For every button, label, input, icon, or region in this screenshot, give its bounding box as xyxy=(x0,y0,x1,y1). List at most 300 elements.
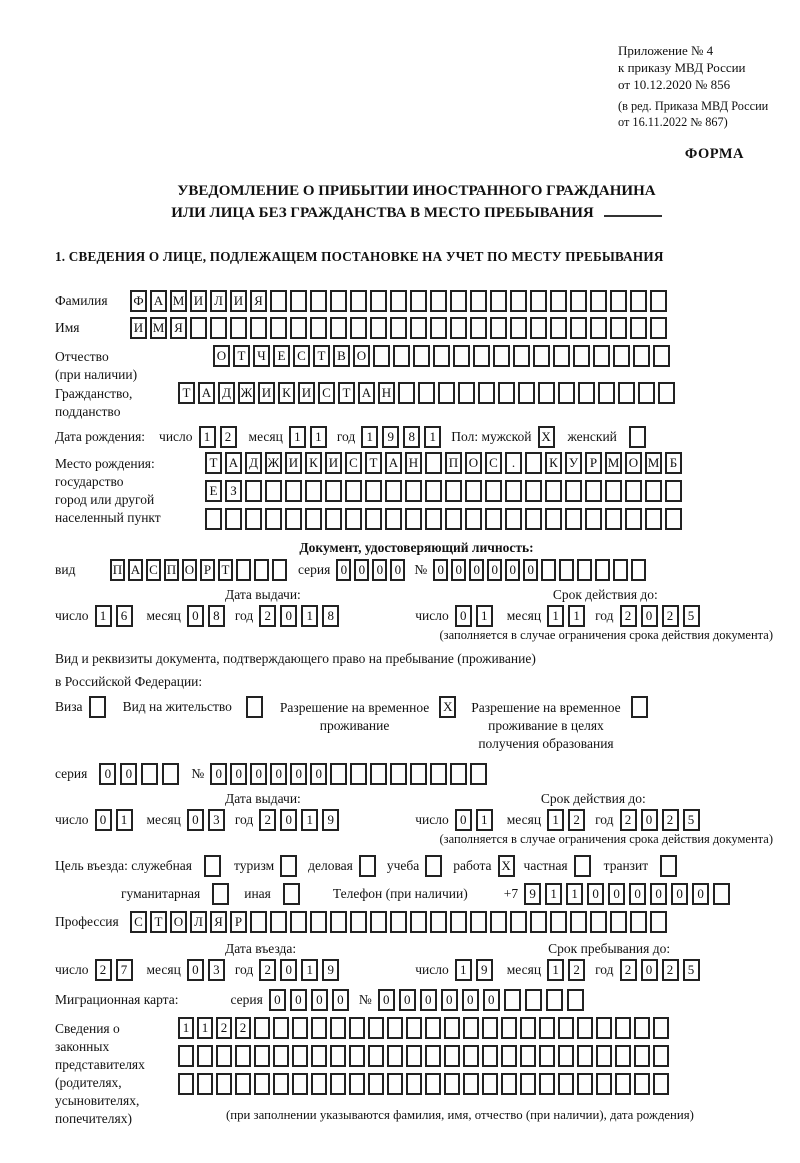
char-cell[interactable]: Д xyxy=(218,382,235,404)
doc-valid-year-cells[interactable] xyxy=(620,605,704,627)
char-cell[interactable] xyxy=(590,290,607,312)
char-cell[interactable]: 8 xyxy=(403,426,420,448)
char-cell[interactable]: 2 xyxy=(620,959,637,981)
char-cell[interactable] xyxy=(204,855,221,877)
char-cell[interactable] xyxy=(605,480,622,502)
char-cell[interactable] xyxy=(478,382,495,404)
sex-male-checkbox[interactable] xyxy=(538,426,558,448)
char-cell[interactable]: 0 xyxy=(290,989,307,1011)
char-cell[interactable] xyxy=(265,508,282,530)
char-cell[interactable] xyxy=(368,1017,384,1039)
char-cell[interactable]: 0 xyxy=(336,559,351,581)
char-cell[interactable]: И xyxy=(258,382,275,404)
char-cell[interactable] xyxy=(615,1045,631,1067)
char-cell[interactable] xyxy=(410,290,427,312)
char-cell[interactable]: 0 xyxy=(629,883,646,905)
char-cell[interactable] xyxy=(573,345,590,367)
char-cell[interactable]: 9 xyxy=(382,426,399,448)
phone-cells[interactable] xyxy=(524,883,734,905)
char-cell[interactable]: С xyxy=(146,559,161,581)
rvp-issue-day-cells[interactable] xyxy=(95,809,137,831)
char-cell[interactable] xyxy=(210,317,227,339)
char-cell[interactable] xyxy=(577,1073,593,1095)
char-cell[interactable]: 7 xyxy=(116,959,133,981)
char-cell[interactable] xyxy=(541,559,556,581)
char-cell[interactable] xyxy=(290,290,307,312)
char-cell[interactable] xyxy=(550,317,567,339)
char-cell[interactable]: 0 xyxy=(671,883,688,905)
char-cell[interactable]: 0 xyxy=(641,959,658,981)
char-cell[interactable] xyxy=(445,508,462,530)
char-cell[interactable] xyxy=(525,508,542,530)
char-cell[interactable]: 0 xyxy=(187,959,204,981)
char-cell[interactable] xyxy=(625,480,642,502)
temp-residence-checkbox[interactable] xyxy=(439,696,459,718)
char-cell[interactable] xyxy=(504,989,521,1011)
char-cell[interactable]: 2 xyxy=(662,959,679,981)
char-cell[interactable] xyxy=(444,1017,460,1039)
char-cell[interactable] xyxy=(713,883,730,905)
legal-reps-cells-row3[interactable] xyxy=(178,1073,694,1095)
char-cell[interactable]: М xyxy=(170,290,187,312)
char-cell[interactable] xyxy=(615,1017,631,1039)
char-cell[interactable]: З xyxy=(225,480,242,502)
char-cell[interactable] xyxy=(311,1017,327,1039)
char-cell[interactable] xyxy=(463,1045,479,1067)
char-cell[interactable] xyxy=(330,1045,346,1067)
char-cell[interactable] xyxy=(485,508,502,530)
char-cell[interactable]: 1 xyxy=(197,1017,213,1039)
char-cell[interactable] xyxy=(349,1073,365,1095)
char-cell[interactable] xyxy=(490,911,507,933)
char-cell[interactable]: 0 xyxy=(290,763,307,785)
char-cell[interactable] xyxy=(387,1017,403,1039)
char-cell[interactable] xyxy=(250,317,267,339)
char-cell[interactable] xyxy=(510,317,527,339)
char-cell[interactable]: 0 xyxy=(469,559,484,581)
char-cell[interactable] xyxy=(558,1045,574,1067)
char-cell[interactable]: 0 xyxy=(230,763,247,785)
char-cell[interactable] xyxy=(525,989,542,1011)
char-cell[interactable] xyxy=(498,382,515,404)
char-cell[interactable] xyxy=(482,1045,498,1067)
char-cell[interactable] xyxy=(350,911,367,933)
stay-month-cells[interactable] xyxy=(547,959,589,981)
char-cell[interactable] xyxy=(373,345,390,367)
char-cell[interactable]: 9 xyxy=(524,883,541,905)
char-cell[interactable] xyxy=(574,855,591,877)
char-cell[interactable] xyxy=(190,317,207,339)
char-cell[interactable]: 5 xyxy=(683,959,700,981)
char-cell[interactable] xyxy=(292,1017,308,1039)
char-cell[interactable] xyxy=(89,696,106,718)
char-cell[interactable]: 2 xyxy=(568,959,585,981)
char-cell[interactable]: 0 xyxy=(332,989,349,1011)
char-cell[interactable]: 1 xyxy=(289,426,306,448)
char-cell[interactable] xyxy=(525,480,542,502)
char-cell[interactable] xyxy=(330,763,347,785)
purpose-humanitarian-checkbox[interactable] xyxy=(212,883,232,905)
char-cell[interactable]: 0 xyxy=(641,605,658,627)
char-cell[interactable]: Л xyxy=(210,290,227,312)
char-cell[interactable] xyxy=(370,911,387,933)
char-cell[interactable] xyxy=(615,1073,631,1095)
char-cell[interactable]: С xyxy=(345,452,362,474)
char-cell[interactable]: 0 xyxy=(587,883,604,905)
char-cell[interactable]: И xyxy=(190,290,207,312)
char-cell[interactable]: 9 xyxy=(322,809,339,831)
char-cell[interactable] xyxy=(501,1045,517,1067)
char-cell[interactable]: 2 xyxy=(259,809,276,831)
char-cell[interactable] xyxy=(385,480,402,502)
char-cell[interactable]: 1 xyxy=(566,883,583,905)
char-cell[interactable] xyxy=(216,1045,232,1067)
char-cell[interactable] xyxy=(618,382,635,404)
doc-valid-day-cells[interactable] xyxy=(455,605,497,627)
char-cell[interactable]: 0 xyxy=(455,809,472,831)
char-cell[interactable] xyxy=(520,1017,536,1039)
rvp-valid-year-cells[interactable] xyxy=(620,809,704,831)
char-cell[interactable] xyxy=(162,763,179,785)
char-cell[interactable] xyxy=(485,480,502,502)
purpose-work-checkbox[interactable] xyxy=(498,855,518,877)
char-cell[interactable]: 1 xyxy=(547,959,564,981)
char-cell[interactable] xyxy=(345,480,362,502)
char-cell[interactable] xyxy=(650,911,667,933)
char-cell[interactable] xyxy=(559,559,574,581)
char-cell[interactable] xyxy=(630,911,647,933)
char-cell[interactable] xyxy=(405,480,422,502)
char-cell[interactable]: 2 xyxy=(220,426,237,448)
char-cell[interactable] xyxy=(450,911,467,933)
char-cell[interactable] xyxy=(518,382,535,404)
char-cell[interactable]: 1 xyxy=(424,426,441,448)
mc-number-cells[interactable] xyxy=(378,989,588,1011)
char-cell[interactable]: 0 xyxy=(399,989,416,1011)
char-cell[interactable] xyxy=(285,480,302,502)
doc-issue-month-cells[interactable] xyxy=(187,605,229,627)
visa-checkbox[interactable] xyxy=(89,696,109,718)
char-cell[interactable] xyxy=(539,1045,555,1067)
citizenship-cells[interactable] xyxy=(178,382,678,404)
char-cell[interactable] xyxy=(450,317,467,339)
char-cell[interactable]: 0 xyxy=(250,763,267,785)
rvp-number-cells[interactable] xyxy=(210,763,490,785)
entry-day-cells[interactable] xyxy=(95,959,137,981)
char-cell[interactable] xyxy=(245,508,262,530)
char-cell[interactable]: 0 xyxy=(311,989,328,1011)
char-cell[interactable] xyxy=(197,1073,213,1095)
char-cell[interactable] xyxy=(665,480,682,502)
char-cell[interactable]: 0 xyxy=(483,989,500,1011)
char-cell[interactable] xyxy=(330,1073,346,1095)
char-cell[interactable] xyxy=(390,911,407,933)
char-cell[interactable]: 2 xyxy=(235,1017,251,1039)
char-cell[interactable]: 0 xyxy=(187,809,204,831)
char-cell[interactable] xyxy=(510,911,527,933)
char-cell[interactable]: С xyxy=(293,345,310,367)
char-cell[interactable] xyxy=(539,1017,555,1039)
char-cell[interactable] xyxy=(330,911,347,933)
char-cell[interactable]: 5 xyxy=(683,809,700,831)
char-cell[interactable]: 2 xyxy=(216,1017,232,1039)
char-cell[interactable]: 0 xyxy=(210,763,227,785)
char-cell[interactable]: Н xyxy=(378,382,395,404)
char-cell[interactable] xyxy=(650,317,667,339)
char-cell[interactable] xyxy=(270,317,287,339)
entry-month-cells[interactable] xyxy=(187,959,229,981)
char-cell[interactable]: 0 xyxy=(354,559,369,581)
char-cell[interactable]: И xyxy=(230,290,247,312)
char-cell[interactable] xyxy=(577,1017,593,1039)
char-cell[interactable]: 1 xyxy=(178,1017,194,1039)
char-cell[interactable]: 0 xyxy=(270,763,287,785)
char-cell[interactable] xyxy=(490,290,507,312)
char-cell[interactable] xyxy=(450,290,467,312)
char-cell[interactable]: 8 xyxy=(322,605,339,627)
char-cell[interactable] xyxy=(410,763,427,785)
char-cell[interactable]: К xyxy=(545,452,562,474)
char-cell[interactable]: К xyxy=(278,382,295,404)
char-cell[interactable] xyxy=(398,382,415,404)
char-cell[interactable] xyxy=(305,480,322,502)
char-cell[interactable] xyxy=(272,559,287,581)
char-cell[interactable] xyxy=(387,1045,403,1067)
char-cell[interactable] xyxy=(613,559,628,581)
char-cell[interactable] xyxy=(658,382,675,404)
char-cell[interactable] xyxy=(450,763,467,785)
char-cell[interactable]: 1 xyxy=(199,426,216,448)
char-cell[interactable] xyxy=(473,345,490,367)
char-cell[interactable] xyxy=(385,508,402,530)
char-cell[interactable]: С xyxy=(130,911,147,933)
char-cell[interactable] xyxy=(533,345,550,367)
char-cell[interactable]: 2 xyxy=(662,605,679,627)
char-cell[interactable]: О xyxy=(353,345,370,367)
char-cell[interactable] xyxy=(585,480,602,502)
surname-cells[interactable] xyxy=(130,290,670,312)
char-cell[interactable]: Р xyxy=(230,911,247,933)
char-cell[interactable]: 0 xyxy=(451,559,466,581)
char-cell[interactable] xyxy=(390,763,407,785)
char-cell[interactable] xyxy=(365,480,382,502)
char-cell[interactable] xyxy=(653,1045,669,1067)
char-cell[interactable]: 0 xyxy=(505,559,520,581)
char-cell[interactable] xyxy=(465,480,482,502)
char-cell[interactable] xyxy=(410,911,427,933)
char-cell[interactable] xyxy=(418,382,435,404)
residence-permit-checkbox[interactable] xyxy=(246,696,266,718)
char-cell[interactable] xyxy=(565,508,582,530)
char-cell[interactable] xyxy=(425,1073,441,1095)
char-cell[interactable] xyxy=(660,855,677,877)
char-cell[interactable] xyxy=(530,290,547,312)
char-cell[interactable] xyxy=(598,382,615,404)
char-cell[interactable]: А xyxy=(128,559,143,581)
purpose-study-checkbox[interactable] xyxy=(425,855,445,877)
char-cell[interactable] xyxy=(590,911,607,933)
char-cell[interactable] xyxy=(501,1073,517,1095)
char-cell[interactable] xyxy=(578,382,595,404)
char-cell[interactable]: 0 xyxy=(650,883,667,905)
char-cell[interactable] xyxy=(558,1017,574,1039)
char-cell[interactable] xyxy=(330,317,347,339)
char-cell[interactable] xyxy=(570,290,587,312)
char-cell[interactable] xyxy=(458,382,475,404)
char-cell[interactable] xyxy=(430,317,447,339)
char-cell[interactable] xyxy=(463,1017,479,1039)
char-cell[interactable]: О xyxy=(182,559,197,581)
char-cell[interactable] xyxy=(246,696,263,718)
char-cell[interactable] xyxy=(425,855,442,877)
char-cell[interactable]: О xyxy=(625,452,642,474)
char-cell[interactable]: . xyxy=(505,452,522,474)
char-cell[interactable]: Р xyxy=(200,559,215,581)
char-cell[interactable] xyxy=(292,1073,308,1095)
char-cell[interactable]: Т xyxy=(365,452,382,474)
char-cell[interactable] xyxy=(350,763,367,785)
char-cell[interactable]: С xyxy=(318,382,335,404)
char-cell[interactable] xyxy=(350,317,367,339)
char-cell[interactable] xyxy=(596,1017,612,1039)
profession-cells[interactable] xyxy=(130,911,670,933)
char-cell[interactable]: 1 xyxy=(476,809,493,831)
char-cell[interactable]: Н xyxy=(405,452,422,474)
char-cell[interactable]: В xyxy=(333,345,350,367)
char-cell[interactable]: 6 xyxy=(116,605,133,627)
char-cell[interactable] xyxy=(254,1073,270,1095)
char-cell[interactable]: 0 xyxy=(455,605,472,627)
char-cell[interactable] xyxy=(653,1017,669,1039)
char-cell[interactable]: 1 xyxy=(301,959,318,981)
char-cell[interactable] xyxy=(470,911,487,933)
char-cell[interactable]: 2 xyxy=(620,605,637,627)
char-cell[interactable] xyxy=(593,345,610,367)
char-cell[interactable]: 0 xyxy=(95,809,112,831)
char-cell[interactable]: 9 xyxy=(322,959,339,981)
char-cell[interactable] xyxy=(345,508,362,530)
char-cell[interactable]: П xyxy=(110,559,125,581)
char-cell[interactable]: 0 xyxy=(692,883,709,905)
char-cell[interactable] xyxy=(470,763,487,785)
char-cell[interactable] xyxy=(546,989,563,1011)
char-cell[interactable] xyxy=(629,426,646,448)
char-cell[interactable]: Б xyxy=(665,452,682,474)
stay-day-cells[interactable] xyxy=(455,959,497,981)
char-cell[interactable] xyxy=(254,559,269,581)
purpose-business-checkbox[interactable] xyxy=(359,855,379,877)
char-cell[interactable]: О xyxy=(465,452,482,474)
char-cell[interactable]: И xyxy=(298,382,315,404)
char-cell[interactable] xyxy=(311,1073,327,1095)
char-cell[interactable] xyxy=(645,480,662,502)
char-cell[interactable]: 1 xyxy=(547,605,564,627)
char-cell[interactable] xyxy=(625,508,642,530)
entry-year-cells[interactable] xyxy=(259,959,343,981)
char-cell[interactable] xyxy=(290,911,307,933)
char-cell[interactable] xyxy=(390,290,407,312)
char-cell[interactable] xyxy=(310,911,327,933)
char-cell[interactable] xyxy=(290,317,307,339)
char-cell[interactable] xyxy=(631,696,648,718)
char-cell[interactable]: 0 xyxy=(608,883,625,905)
char-cell[interactable] xyxy=(596,1073,612,1095)
char-cell[interactable] xyxy=(433,345,450,367)
char-cell[interactable]: Ж xyxy=(265,452,282,474)
char-cell[interactable]: 1 xyxy=(568,605,585,627)
char-cell[interactable] xyxy=(465,508,482,530)
mc-series-cells[interactable] xyxy=(269,989,353,1011)
char-cell[interactable] xyxy=(585,508,602,530)
char-cell[interactable] xyxy=(283,883,300,905)
char-cell[interactable] xyxy=(425,452,442,474)
char-cell[interactable]: Я xyxy=(210,911,227,933)
char-cell[interactable]: Ч xyxy=(253,345,270,367)
purpose-transit-checkbox[interactable] xyxy=(660,855,680,877)
char-cell[interactable] xyxy=(178,1073,194,1095)
char-cell[interactable] xyxy=(212,883,229,905)
char-cell[interactable]: 3 xyxy=(208,959,225,981)
char-cell[interactable]: Ф xyxy=(130,290,147,312)
char-cell[interactable] xyxy=(631,559,646,581)
char-cell[interactable]: 3 xyxy=(208,809,225,831)
char-cell[interactable] xyxy=(610,911,627,933)
doc-kind-cells[interactable] xyxy=(110,559,290,581)
char-cell[interactable] xyxy=(596,1045,612,1067)
char-cell[interactable] xyxy=(425,1017,441,1039)
char-cell[interactable] xyxy=(285,508,302,530)
char-cell[interactable] xyxy=(482,1073,498,1095)
char-cell[interactable]: 5 xyxy=(683,605,700,627)
legal-reps-cells-row2[interactable] xyxy=(178,1045,694,1067)
char-cell[interactable]: П xyxy=(164,559,179,581)
birth-year-cells[interactable] xyxy=(361,426,445,448)
char-cell[interactable] xyxy=(273,1017,289,1039)
char-cell[interactable]: X xyxy=(439,696,456,718)
char-cell[interactable]: А xyxy=(150,290,167,312)
rvp-valid-month-cells[interactable] xyxy=(547,809,589,831)
char-cell[interactable] xyxy=(577,559,592,581)
char-cell[interactable] xyxy=(216,1073,232,1095)
char-cell[interactable] xyxy=(558,1073,574,1095)
char-cell[interactable]: 2 xyxy=(95,959,112,981)
char-cell[interactable] xyxy=(530,317,547,339)
char-cell[interactable] xyxy=(393,345,410,367)
char-cell[interactable] xyxy=(545,508,562,530)
char-cell[interactable]: А xyxy=(385,452,402,474)
birth-place-cells-row1[interactable] xyxy=(205,452,685,474)
char-cell[interactable] xyxy=(653,1073,669,1095)
char-cell[interactable]: И xyxy=(285,452,302,474)
char-cell[interactable]: С xyxy=(485,452,502,474)
char-cell[interactable]: 1 xyxy=(361,426,378,448)
char-cell[interactable]: 2 xyxy=(620,809,637,831)
char-cell[interactable] xyxy=(387,1073,403,1095)
char-cell[interactable] xyxy=(438,382,455,404)
char-cell[interactable] xyxy=(235,1073,251,1095)
char-cell[interactable]: 0 xyxy=(187,605,204,627)
char-cell[interactable]: Т xyxy=(218,559,233,581)
char-cell[interactable] xyxy=(470,317,487,339)
char-cell[interactable]: Е xyxy=(273,345,290,367)
char-cell[interactable]: 0 xyxy=(390,559,405,581)
char-cell[interactable] xyxy=(545,480,562,502)
char-cell[interactable] xyxy=(665,508,682,530)
char-cell[interactable] xyxy=(430,911,447,933)
char-cell[interactable]: 1 xyxy=(547,809,564,831)
char-cell[interactable] xyxy=(273,1073,289,1095)
char-cell[interactable] xyxy=(553,345,570,367)
